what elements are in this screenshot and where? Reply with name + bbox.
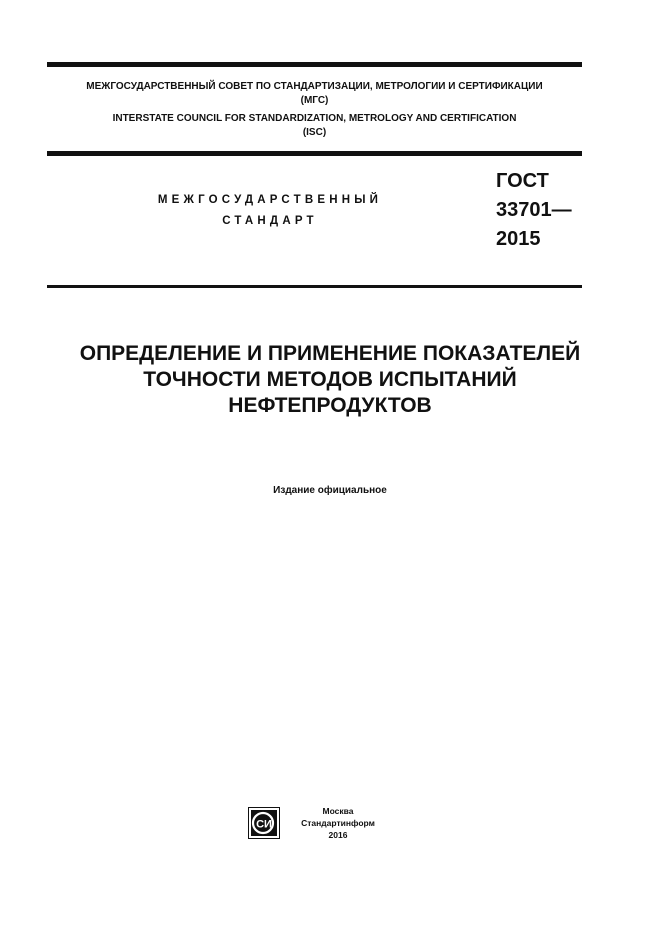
council-name-ru-line1: МЕЖГОСУДАРСТВЕННЫЙ СОВЕТ ПО СТАНДАРТИЗАЦИИ, МЕТРОЛОГИИ И СЕРТИФИКАЦИИ <box>86 81 543 92</box>
publisher-text <box>288 805 388 841</box>
council-abbr-ru: (МГС) <box>300 95 329 106</box>
edition-label: Издание официальное <box>273 485 387 496</box>
standartinform-logo-icon <box>248 807 280 839</box>
top-rule <box>47 62 582 67</box>
council-abbr-en: (ISC) <box>302 127 327 138</box>
document-title <box>20 341 640 419</box>
gost-designation <box>496 167 606 254</box>
standard-type-line2: СТАНДАРТ <box>222 215 318 227</box>
logo-lettering: СИ <box>256 818 272 831</box>
standard-type-label <box>120 190 420 232</box>
council-name-en-line1: INTERSTATE COUNCIL FOR STANDARDIZATION, METROLOGY AND CERTIFICATION <box>112 113 517 124</box>
council-name-ru <box>47 80 582 108</box>
council-name-en <box>47 112 582 140</box>
publisher-block <box>248 807 388 841</box>
publisher-year: 2016 <box>328 830 348 840</box>
header-bottom-rule <box>47 151 582 156</box>
document-title-line1: ОПРЕДЕЛЕНИЕ И ПРИМЕНЕНИЕ ПОКАЗАТЕЛЕЙ <box>79 342 581 365</box>
document-title-line3: НЕФТЕПРОДУКТОВ <box>228 394 432 417</box>
gost-year: 2015 <box>496 228 541 250</box>
publisher-name: Стандартинформ <box>301 818 375 828</box>
standard-type-line1: МЕЖГОСУДАРСТВЕННЫЙ <box>157 194 383 206</box>
designation-bottom-rule <box>47 285 582 288</box>
document-title-line2: ТОЧНОСТИ МЕТОДОВ ИСПЫТАНИЙ <box>143 368 517 391</box>
gost-number: 33701— <box>496 199 572 221</box>
publisher-city: Москва <box>322 806 354 816</box>
gost-prefix: ГОСТ <box>496 170 549 192</box>
